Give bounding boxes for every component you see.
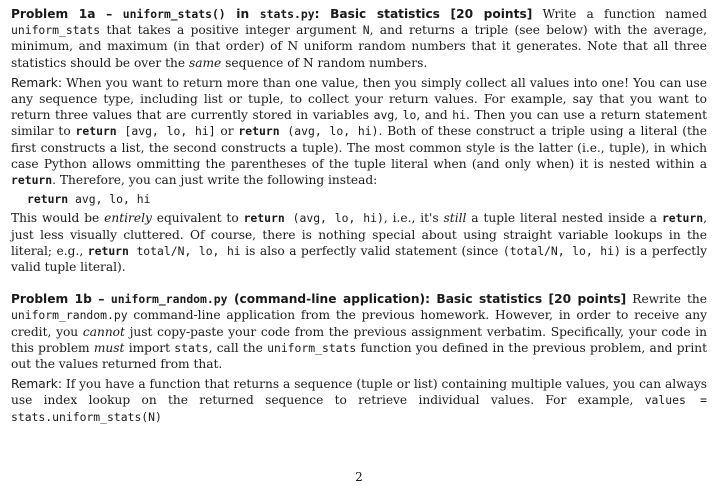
- remark-1-continuation: This would be entirely equivalent to return (avg, lo, hi), i.e., it's still a tuple literal nested inside a return, just less visually cluttered. Of course, there is nothing special about using straight variable lookups in the literal; e.g., return total/N, lo, hi is also a perfectly valid statement (since (total/N, lo, hi) is a perfectly valid tuple literal).: [11, 211, 707, 275]
- remark-label: Remark:: [11, 75, 62, 90]
- code-example: return avg, lo, hi: [27, 192, 151, 207]
- problem-1b-heading: Problem 1b – uniform_random.py (command-line application): Basic statistics [20 points]: [11, 292, 627, 307]
- remark-label: Remark:: [11, 377, 62, 392]
- remark-2-paragraph: Remark: If you have a function that returns a sequence (tuple or list) containing multiple values, you can always use index lookup on the returned sequence to retrieve individual values. For example, values = stats.uniform_stats(N): [11, 377, 707, 424]
- problem-1a-heading: Problem 1a – uniform_stats() in stats.py: Basic statistics [20 points]: [11, 7, 533, 21]
- remark-1-paragraph: Remark: When you want to return more than one value, then you simply collect all values into one! You can use any sequence type, including list or tuple, to collect your return values. For example, say that you want to return three values that are currently stored in variables avg, lo, and hi. Then you can use a return statement similar to return [avg, lo, hi] or return (avg, lo, hi). Both of these construct a triple using a literal (the first constructs a list, the second constructs a tuple). The most common style is the latter (i.e., tuple), in which case Python allows ommitting the parentheses of the tuple literal when (and only when) it is nested within a return. Therefore, you can just write the following instead:: [11, 75, 708, 188]
- document-page: [11, 6, 707, 425]
- problem-1b-paragraph: Problem 1b – uniform_random.py (command-line application): Basic statistics [20 points] Rewrite the uniform_random.py command-line application from the previous homework. However, in order to receive any credit, you cannot just copy-paste your code from the previous assignment verbatim. Specifically, your code in this problem must import stats, call the uniform_stats function you defined in the previous problem, and print out the values returned from that.: [11, 292, 708, 372]
- problem-1a-paragraph: Problem 1a – uniform_stats() in stats.py: Basic statistics [20 points] Write a function named uniform_stats that takes a positive integer argument N, and returns a triple (see below) with the average, minimum, and maximum (in that order) of N uniform random numbers that it generates. Note that all three statistics should be over the same sequence of N random numbers.: [11, 7, 707, 70]
- page-number: 2: [355, 470, 363, 484]
